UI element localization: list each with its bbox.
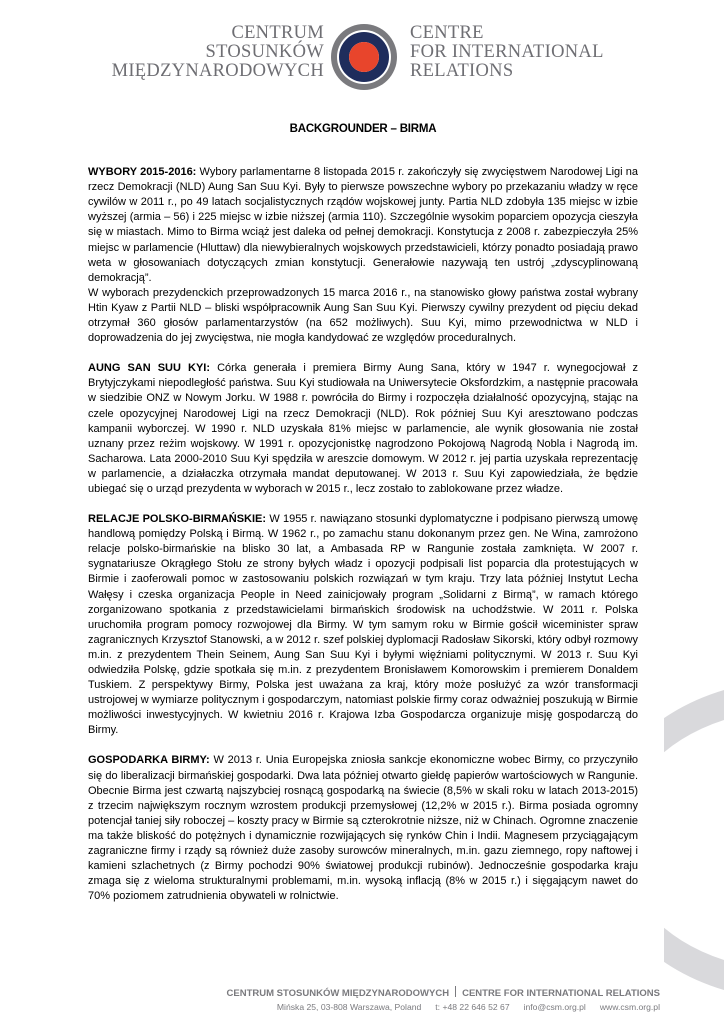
org-name-polish-line: MIĘDZYNARODOWYCH — [111, 61, 324, 81]
paragraph — [88, 165, 638, 286]
logo-red-core — [349, 42, 379, 72]
section-heading: WYBORY 2015-2016: — [88, 166, 197, 179]
section-elections — [88, 165, 638, 346]
paragraph — [88, 753, 638, 904]
paragraph-text: W 2013 r. Unia Europejska zniosła sankcje ekonomiczne wobec Birmy, co przyczyniło się do liberalizacji birmańskiej gospodarki. Dwa lata później otwarto giełdę papierów wartościowych w Rangunie. Obecnie Birma jest czwartą najszybciej rosnącą gospodarką na świecie (8,5% w skali roku w latach 2013-2015) z trzecim największym rocznym wzrostem produkcji przemysłowej (12,2% w 2015 r.). Birma posiada ogromny potencjał taniej siły roboczej – koszty pracy w Birmie są czterokrotnie niższe, niż w Chinach. Ogromne znaczenie ma także bliskość do potężnych i dynamicznie rozwijających się rynków Chin i Indii. Magnesem przyciągającym zagraniczne firmy i rządy są również duże zasoby surowców mineralnych, m.in. gazu ziemnego, ropy naftowej i kamieni szlachetnych (z Birmy pochodzi 90% światowej produkcji rubinów). Jednocześnie gospodarka kraju zmaga się z wieloma strukturalnymi problemami, m.in. wysoką inflacją (8% w 2015 r.) i sięgającym nawet do 70% poziomem zatrudnienia obywateli w rolnictwie. — [88, 754, 638, 903]
footer-separator — [455, 986, 456, 997]
section-economy — [88, 753, 638, 904]
org-name-english — [410, 24, 604, 81]
section-aung-san-suu-kyi — [88, 361, 638, 497]
paragraph — [88, 361, 638, 497]
footer-address: Mińska 25, 03-808 Warszawa, Poland — [276, 1002, 422, 1012]
paragraph: W wyborach prezydenckich przeprowadzonych 15 marca 2016 r., na stanowisko głowy państwa został wybrany Htin Kyaw z Partii NLD – bliski współpracownik Aung San Suu Kyi. Pierwszy cywilny prezydent od pięciu dekad otrzymał 360 głosów parlamentarzystów (na 652 możliwych). Suu Kyi, mimo przewodnictwa w NLD i doprowadzenia do jej zwycięstwa, nie mogła kandydować ze względów proceduralnych. — [88, 286, 638, 345]
org-name-polish — [112, 24, 324, 81]
org-name-english-line: CENTRE — [410, 23, 484, 43]
decorative-arc — [664, 690, 724, 990]
footer-org-names — [200, 986, 660, 1000]
org-name-english-line: RELATIONS — [410, 61, 514, 81]
section-heading: AUNG SAN SUU KYI: — [88, 362, 210, 375]
paragraph-text: W 1955 r. nawiązano stosunki dyplomatyczne i podpisano pierwszą umowę handlową pomiędzy Polską i Birmą. W 1962 r., po zamachu stanu dokonanym przez gen. Ne Wina, zamrożono relacje polsko-birmańskie na blisko 30 lat, a Ambasada RP w Rangunie została zamknięta. W 2007 r. sygnatariusze Okrągłego Stołu ze strony byłych władz i opozycji podpisali list poparcia dla protestujących w Birmie i zaoferowali pomoc w zastosowaniu polskich rozwiązań w tym kraju. Trzy lata później Instytut Lecha Wałęsy i czeska organizacja People in Need zainicjowały program „Solidarni z Birmą”, w ramach którego zorganizowano spotkania z przedstawicielami birmańskich środowisk na uchodźstwie. W 2011 r. Polska uruchomiła program pomocy rozwojowej dla Birmy. W tym samym roku w Birmie gościł wiceminister spraw zagranicznych Krzysztof Stanowski, a w 2012 r. szef polskiej dyplomacji Radosław Sikorski, który odbył rozmowy m.in. z prezydentem Thein Seinem, Aung San Suu Kyi i byłymi więźniami politycznymi. W 2013 r. Suu Kyi odwiedziła Polskę, gdzie spotkała się m.in. z prezydentem Bronisławem Komorowskim i premierem Donaldem Tuskiem. Z perspektywy Birmy, Polska jest uważana za kraj, który może posłużyć za wzór transformacji ustrojowej w wymiarze politycznym i gospodarczym, natomiast polskie firmy coraz odważniej poszukują w Birmie możliwości inwestycyjnych. W kwietniu 2016 r. Krajowa Izba Gospodarcza organizuje misję gospodarczą do Birmy. — [88, 513, 638, 737]
section-polish-burmese-relations — [88, 512, 638, 738]
paragraph-text: Córka generała i premiera Birmy Aung Sana, który w 1947 r. wynegocjował z Brytyjczykami niepodległość państwa. Suu Kyi studiowała na Uniwersytecie Oksfordzkim, a następnie pracowała w siedzibie ONZ w Nowym Jorku. W 1988 r. powróciła do Birmy i rozpoczęła działalność opozycyjną, stając na czele opozycyjnej Narodowej Ligi na rzecz Demokracji (NLD). Rok później Suu Kyi aresztowano podczas kampanii wyborczej. W 1990 r. NLD uzyskała 81% miejsc w parlamencie, ale wynik głosowania nie został uznany przez reżim wojskowy. W 1991 r. opozycjonistkę nagrodzono Pokojową Nagrodą Nobla i Nagrodą im. Sacharowa. Lata 2000-2010 Suu Kyi spędziła w areszcie domowym. W 2012 r. jej partia uzyskała reprezentację w parlamencie, a działaczka otrzymała mandat deputowanej. W 2013 r. Suu Kyi zapowiedziała, że będzie ubiegać się o urząd prezydenta w wyborach w 2015 r., lecz zostało to zablokowane przez władze. — [88, 362, 638, 495]
page-footer — [200, 986, 660, 1014]
document-body — [88, 108, 638, 919]
footer-org-english: CENTRE FOR INTERNATIONAL RELATIONS — [462, 988, 660, 999]
footer-website[interactable]: www.csm.org.pl — [599, 1002, 660, 1012]
footer-contact — [200, 1000, 660, 1014]
org-name-polish-line: CENTRUM — [231, 23, 324, 43]
section-heading: RELACJE POLSKO-BIRMAŃSKIE: — [88, 513, 267, 526]
document-title: BACKGROUNDER – BIRMA — [289, 123, 437, 135]
letterhead — [0, 20, 724, 94]
paragraph-text: Wybory parlamentarne 8 listopada 2015 r. zakończyły się zwycięstwem Narodowej Ligi na rzecz Demokracji (NLD) Aung San Suu Kyi. Były to pierwsze powszechne wybory po przekazaniu władzy w ręce cywilów w 2011 r., po 49 latach socjalistycznych rządów wojskowej junty. Partia NLD zdobyła 135 miejsc w izbie wyższej (armia – 56) i 225 miejsc w izbie niższej (armia 110). Szczególnie wysokim poparciem opozycja cieszyła się w miastach. Mimo to Birma wciąż jest daleka od pełnej demokracji. Konstytucja z 2008 r. zabezpieczyła 25% miejsc w parlamencie (Hluttaw) dla niewybieralnych wojskowych przedstawicieli, którzy ponadto posiadają prawo weta w głosowaniach dotyczących zmian konstytucji. Generałowie nazywają ten ustrój „zdyscyplinowaną demokracją”. — [88, 166, 638, 284]
footer-email[interactable]: info@csm.org.pl — [523, 1002, 586, 1012]
org-name-polish-line: STOSUNKÓW — [205, 42, 324, 62]
decorative-arc-shape — [664, 690, 724, 990]
footer-org-polish: CENTRUM STOSUNKÓW MIĘDZYNARODOWYCH — [226, 988, 450, 999]
paragraph — [88, 512, 638, 738]
section-heading: GOSPODARKA BIRMY: — [88, 754, 210, 767]
footer-phone: t: +48 22 646 52 67 — [435, 1002, 510, 1012]
org-name-english-line: FOR INTERNATIONAL — [410, 42, 604, 62]
csm-logo-icon — [324, 20, 404, 94]
